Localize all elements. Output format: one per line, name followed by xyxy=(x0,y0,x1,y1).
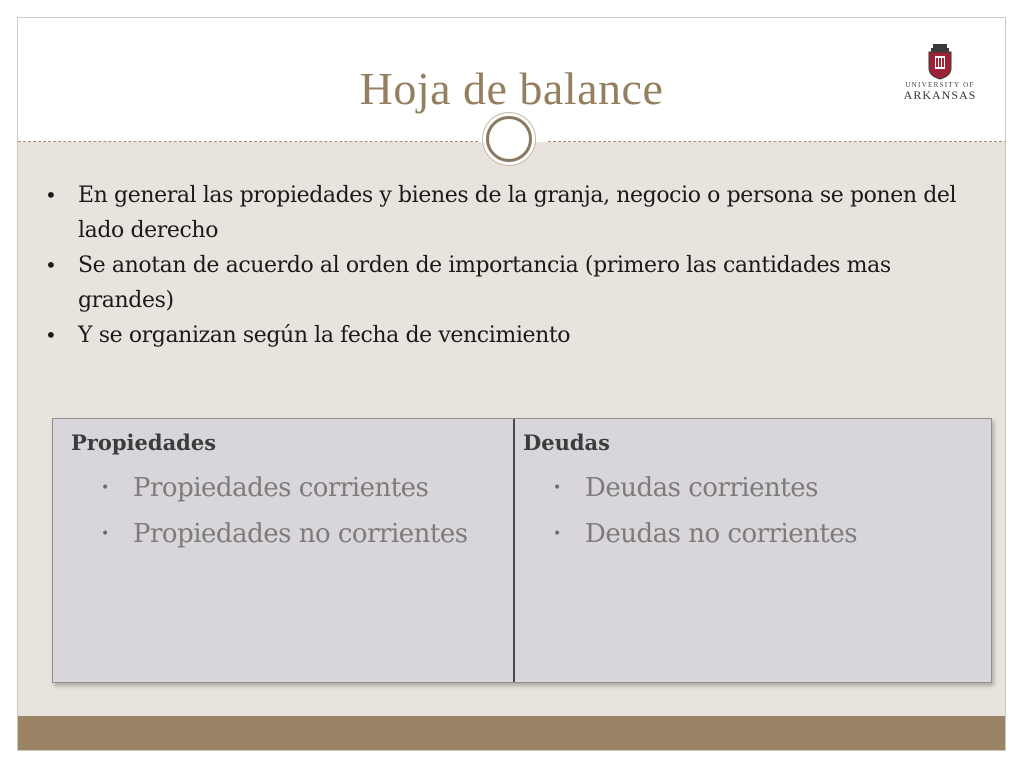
bullet-text: Se anotan de acuerdo al orden de importancia (primero las cantidades mas grandes) xyxy=(78,253,891,313)
liabilities-list xyxy=(523,465,983,557)
bullet-icon: • xyxy=(45,323,57,347)
bullet-icon: • xyxy=(101,526,109,542)
bullet-item xyxy=(42,248,972,318)
title-divider-right xyxy=(548,141,1006,142)
liabilities-heading: Deudas xyxy=(523,430,610,455)
bullet-icon: • xyxy=(553,480,561,496)
table-column-divider xyxy=(513,419,515,682)
title-divider-left xyxy=(18,141,478,142)
logo-text-line1: UNIVERSITY OF xyxy=(905,81,975,89)
assets-list-item xyxy=(71,511,511,557)
bullet-item xyxy=(42,318,972,353)
university-logo xyxy=(897,44,983,110)
bullet-icon: • xyxy=(45,183,57,207)
assets-list-item xyxy=(71,465,511,511)
assets-heading: Propiedades xyxy=(71,430,217,455)
liabilities-item-text: Deudas no corrientes xyxy=(585,519,858,549)
university-logo-icon xyxy=(927,44,953,80)
assets-item-text: Propiedades corrientes xyxy=(133,473,429,503)
liabilities-column xyxy=(523,427,983,557)
bullet-list xyxy=(42,178,972,353)
footer-bar xyxy=(18,716,1005,751)
bullet-icon: • xyxy=(101,480,109,496)
slide-title: Hoja de balance xyxy=(359,63,664,114)
bullet-icon: • xyxy=(553,526,561,542)
bullet-item xyxy=(42,178,972,248)
bullet-text: Y se organizan según la fecha de vencimiento xyxy=(78,323,571,348)
assets-list xyxy=(71,465,511,557)
bullet-text: En general las propiedades y bienes de la granja, negocio o persona se ponen del lado derecho xyxy=(78,183,957,243)
slide xyxy=(17,17,1006,751)
divider-circle-ornament xyxy=(486,116,532,162)
assets-item-text: Propiedades no corrientes xyxy=(133,519,468,549)
assets-column xyxy=(71,427,511,557)
bullet-icon: • xyxy=(45,253,57,277)
liabilities-list-item xyxy=(523,511,983,557)
liabilities-item-text: Deudas corrientes xyxy=(585,473,818,503)
liabilities-list-item xyxy=(523,465,983,511)
logo-text-line2: ARKANSAS xyxy=(903,88,977,102)
balance-table xyxy=(52,418,992,683)
